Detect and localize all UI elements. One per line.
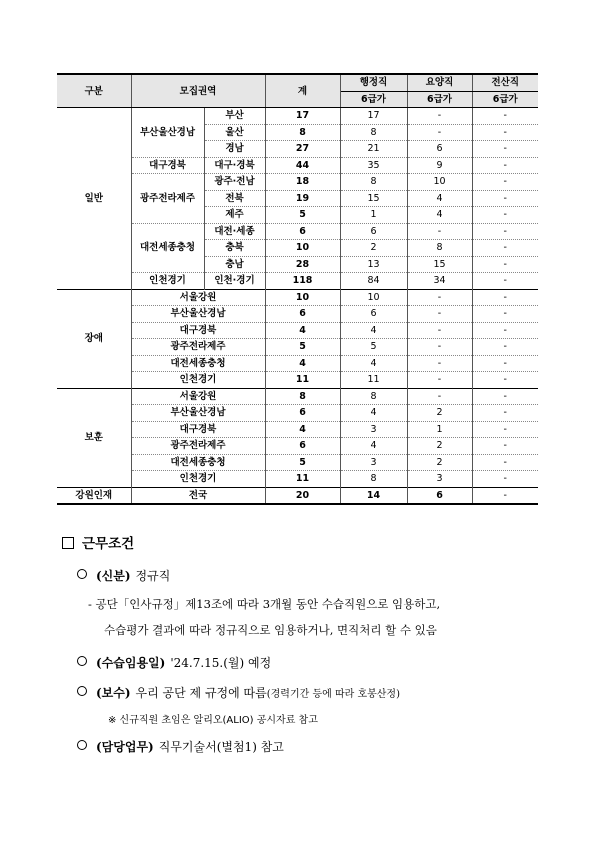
- care-cell: 4: [407, 190, 472, 207]
- header-care: 요양직: [407, 74, 472, 91]
- region-cell: 광주전라제주: [131, 174, 204, 224]
- region-cell: 부산울산경남: [131, 108, 204, 158]
- care-cell: -: [407, 124, 472, 141]
- admin-cell: 6: [340, 306, 407, 323]
- it-cell: -: [472, 289, 538, 306]
- subregion-cell: 충북: [204, 240, 265, 257]
- total-cell: 4: [265, 421, 340, 438]
- pay-label: (보수): [96, 686, 131, 700]
- status-value: 정규직: [135, 569, 171, 583]
- admin-cell: 10: [340, 289, 407, 306]
- admin-cell: 35: [340, 157, 407, 174]
- total-cell: 6: [265, 438, 340, 455]
- category-cell: 장애: [57, 289, 131, 388]
- care-cell: -: [407, 388, 472, 405]
- it-cell: -: [472, 438, 538, 455]
- region-cell: 광주전라제주: [131, 438, 265, 455]
- care-cell: 8: [407, 240, 472, 257]
- care-cell: -: [407, 289, 472, 306]
- admin-cell: 8: [340, 124, 407, 141]
- subregion-cell: 제주: [204, 207, 265, 224]
- it-cell: -: [472, 207, 538, 224]
- header-it: 전산직: [472, 74, 538, 91]
- it-cell: -: [472, 190, 538, 207]
- total-cell: 44: [265, 157, 340, 174]
- header-admin: 행정직: [340, 74, 407, 91]
- care-cell: 2: [407, 405, 472, 422]
- section-heading: [62, 532, 134, 552]
- pay-footnote: ※ 신규직원 초임은 알리오(ALIO) 공시자료 참고: [108, 715, 318, 726]
- subregion-cell: 인천·경기: [204, 273, 265, 290]
- it-cell: -: [472, 421, 538, 438]
- category-cell: 일반: [57, 108, 131, 290]
- admin-cell: 4: [340, 405, 407, 422]
- it-cell: -: [472, 355, 538, 372]
- admin-cell: 21: [340, 141, 407, 158]
- admin-cell: 4: [340, 438, 407, 455]
- admin-cell: 15: [340, 190, 407, 207]
- admin-cell: 1: [340, 207, 407, 224]
- it-cell: -: [472, 141, 538, 158]
- care-cell: 10: [407, 174, 472, 191]
- region-cell: 부산울산경남: [131, 306, 265, 323]
- care-cell: -: [407, 223, 472, 240]
- it-cell: -: [472, 388, 538, 405]
- circle-bullet-icon: [77, 740, 87, 750]
- region-cell: 서울강원: [131, 289, 265, 306]
- total-cell: 118: [265, 273, 340, 290]
- region-cell: 인천경기: [131, 372, 265, 389]
- care-cell: 2: [407, 454, 472, 471]
- header-total: 계: [265, 74, 340, 108]
- section-title: 근무조건: [82, 536, 135, 552]
- square-bullet-icon: [62, 537, 74, 549]
- table-row: [57, 388, 538, 405]
- region-cell: 대구경북: [131, 421, 265, 438]
- it-cell: -: [472, 157, 538, 174]
- pay-value: 우리 공단 제 규정에 따름: [135, 686, 267, 700]
- total-cell: 6: [265, 223, 340, 240]
- subregion-cell: 광주·전남: [204, 174, 265, 191]
- region-cell: 부산울산경남: [131, 405, 265, 422]
- category-cell: 보훈: [57, 388, 131, 487]
- admin-cell: 3: [340, 421, 407, 438]
- subregion-cell: 울산: [204, 124, 265, 141]
- care-cell: 3: [407, 471, 472, 488]
- probation-value: '24.7.15.(월) 예정: [170, 656, 272, 670]
- status-label: (신분): [96, 569, 131, 583]
- total-cell: 8: [265, 388, 340, 405]
- it-cell: -: [472, 273, 538, 290]
- region-cell: 대구경북: [131, 322, 265, 339]
- care-cell: -: [407, 355, 472, 372]
- total-cell: 19: [265, 190, 340, 207]
- admin-cell: 2: [340, 240, 407, 257]
- region-cell: 인천경기: [131, 273, 204, 290]
- region-cell: 광주전라제주: [131, 339, 265, 356]
- admin-cell: 8: [340, 174, 407, 191]
- total-cell: 11: [265, 471, 340, 488]
- total-cell: 4: [265, 355, 340, 372]
- pay-item: [77, 684, 400, 701]
- total-cell: 4: [265, 322, 340, 339]
- it-cell: -: [472, 471, 538, 488]
- total-cell: 6: [265, 306, 340, 323]
- total-cell: 17: [265, 108, 340, 125]
- header-care-grade: 6급가: [407, 91, 472, 108]
- care-cell: -: [407, 306, 472, 323]
- subregion-cell: 충남: [204, 256, 265, 273]
- it-cell: -: [472, 108, 538, 125]
- duty-item: [77, 738, 284, 755]
- it-cell: -: [472, 454, 538, 471]
- total-cell: 10: [265, 289, 340, 306]
- admin-cell: 3: [340, 454, 407, 471]
- header-it-grade: 6급가: [472, 91, 538, 108]
- region-cell: 인천경기: [131, 471, 265, 488]
- circle-bullet-icon: [77, 686, 87, 696]
- admin-cell: 13: [340, 256, 407, 273]
- care-cell: 9: [407, 157, 472, 174]
- duty-label: (담당업무): [96, 740, 154, 754]
- total-cell: 5: [265, 207, 340, 224]
- total-cell: 28: [265, 256, 340, 273]
- status-detail-line-2: 수습평가 결과에 따라 정규직으로 임용하거나, 면직처리 할 수 있음: [104, 623, 437, 637]
- total-cell: 5: [265, 454, 340, 471]
- total-cell: 5: [265, 339, 340, 356]
- admin-cell: 17: [340, 108, 407, 125]
- admin-cell: 5: [340, 339, 407, 356]
- header-admin-grade: 6급가: [340, 91, 407, 108]
- category-cell: 강원인재: [57, 487, 131, 504]
- circle-bullet-icon: [77, 656, 87, 666]
- care-cell: 4: [407, 207, 472, 224]
- admin-cell: 4: [340, 322, 407, 339]
- probation-label: (수습임용일): [96, 656, 166, 670]
- it-cell: -: [472, 372, 538, 389]
- care-cell: 6: [407, 141, 472, 158]
- region-cell: 대전세종충청: [131, 454, 265, 471]
- it-cell: -: [472, 256, 538, 273]
- care-cell: 1: [407, 421, 472, 438]
- region-cell: 대전세종충청: [131, 355, 265, 372]
- it-cell: -: [472, 223, 538, 240]
- subregion-cell: 부산: [204, 108, 265, 125]
- region-cell: 서울강원: [131, 388, 265, 405]
- region-cell: 대전세종충청: [131, 223, 204, 273]
- table-row: [57, 108, 538, 125]
- subregion-cell: 전북: [204, 190, 265, 207]
- subregion-cell: 대전·세종: [204, 223, 265, 240]
- table-row: [57, 487, 538, 504]
- status-detail-line-1: - 공단「인사규정」제13조에 따라 3개월 동안 수습직원으로 임용하고,: [88, 597, 441, 611]
- header-region: 모집권역: [131, 74, 265, 108]
- it-cell: -: [472, 240, 538, 257]
- it-cell: -: [472, 322, 538, 339]
- admin-cell: 6: [340, 223, 407, 240]
- it-cell: -: [472, 174, 538, 191]
- care-cell: -: [407, 108, 472, 125]
- total-cell: 6: [265, 405, 340, 422]
- total-cell: 8: [265, 124, 340, 141]
- total-cell: 20: [265, 487, 340, 504]
- table-row: [57, 289, 538, 306]
- admin-cell: 14: [340, 487, 407, 504]
- total-cell: 11: [265, 372, 340, 389]
- it-cell: -: [472, 124, 538, 141]
- duty-value: 직무기술서(별첨1) 참고: [158, 740, 284, 754]
- subregion-cell: 대구·경북: [204, 157, 265, 174]
- care-cell: 15: [407, 256, 472, 273]
- care-cell: 2: [407, 438, 472, 455]
- header-category: 구분: [57, 74, 131, 108]
- it-cell: -: [472, 339, 538, 356]
- subregion-cell: 경남: [204, 141, 265, 158]
- total-cell: 27: [265, 141, 340, 158]
- dash-bullet: -: [88, 597, 96, 611]
- probation-item: [77, 654, 271, 671]
- care-cell: 34: [407, 273, 472, 290]
- pay-note: (경력기간 등에 따라 호봉산정): [266, 689, 400, 700]
- admin-cell: 8: [340, 471, 407, 488]
- care-cell: -: [407, 322, 472, 339]
- it-cell: -: [472, 306, 538, 323]
- it-cell: -: [472, 487, 538, 504]
- admin-cell: 4: [340, 355, 407, 372]
- region-cell: 대구경북: [131, 157, 204, 174]
- circle-bullet-icon: [77, 569, 87, 579]
- total-cell: 10: [265, 240, 340, 257]
- recruitment-table: [57, 73, 538, 505]
- care-cell: 6: [407, 487, 472, 504]
- total-cell: 18: [265, 174, 340, 191]
- care-cell: -: [407, 339, 472, 356]
- care-cell: -: [407, 372, 472, 389]
- admin-cell: 8: [340, 388, 407, 405]
- it-cell: -: [472, 405, 538, 422]
- admin-cell: 11: [340, 372, 407, 389]
- admin-cell: 84: [340, 273, 407, 290]
- status-item: [77, 567, 170, 584]
- region-cell: 전국: [131, 487, 265, 504]
